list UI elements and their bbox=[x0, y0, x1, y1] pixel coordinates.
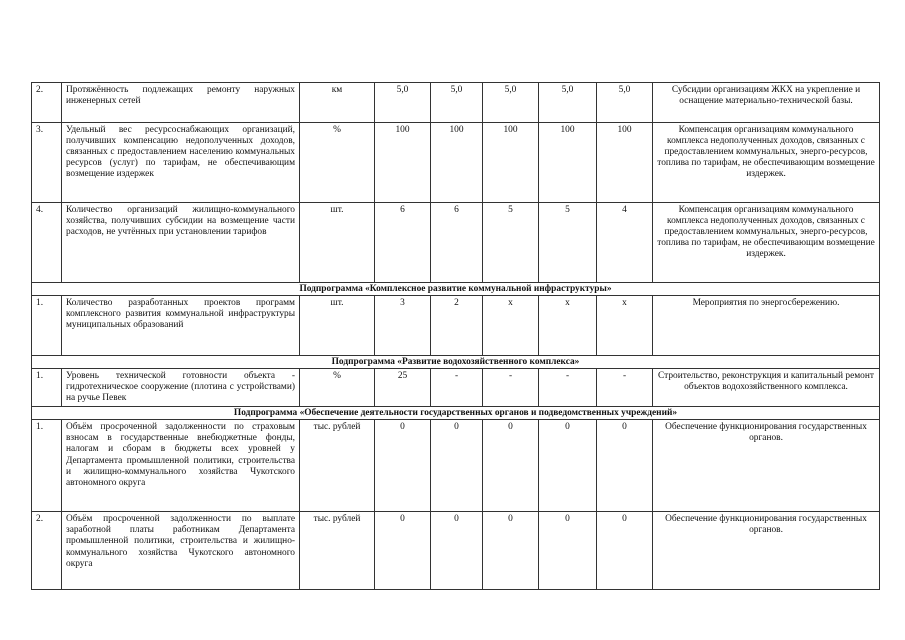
value-cell: 0 bbox=[597, 420, 653, 512]
value-cell: 0 bbox=[539, 420, 597, 512]
value-cell: 0 bbox=[597, 512, 653, 590]
value-cell: - bbox=[597, 369, 653, 407]
value-cell: х bbox=[597, 296, 653, 356]
value-cell: 100 bbox=[597, 123, 653, 203]
value-cell: 0 bbox=[431, 512, 483, 590]
value-cell: 0 bbox=[539, 512, 597, 590]
remark-cell: Мероприятия по энергосбережению. bbox=[653, 296, 880, 356]
row-number: 1. bbox=[32, 420, 62, 512]
value-cell: х bbox=[539, 296, 597, 356]
unit-cell: тыс. рублей bbox=[300, 420, 375, 512]
table-row bbox=[32, 83, 880, 123]
table-row bbox=[32, 296, 880, 356]
table-body bbox=[32, 83, 880, 590]
unit-cell: тыс. рублей bbox=[300, 512, 375, 590]
unit-cell: % bbox=[300, 369, 375, 407]
value-cell: х bbox=[483, 296, 539, 356]
subprogram-header-row bbox=[32, 283, 880, 296]
table-row bbox=[32, 512, 880, 590]
value-cell: 0 bbox=[483, 420, 539, 512]
value-cell: 0 bbox=[431, 420, 483, 512]
value-cell: - bbox=[483, 369, 539, 407]
table-row bbox=[32, 203, 880, 283]
value-cell: - bbox=[539, 369, 597, 407]
unit-cell: шт. bbox=[300, 203, 375, 283]
value-cell: 5,0 bbox=[375, 83, 431, 123]
row-number: 2. bbox=[32, 512, 62, 590]
table-row bbox=[32, 420, 880, 512]
row-number: 4. bbox=[32, 203, 62, 283]
indicator-name: Количество разработанных проектов программ комплексного развития коммунальной инфраструктуры муниципальных образований bbox=[62, 296, 300, 356]
indicator-name: Протяжённость подлежащих ремонту наружных инженерных сетей bbox=[62, 83, 300, 123]
value-cell: 100 bbox=[375, 123, 431, 203]
remark-cell: Строительство, реконструкция и капитальный ремонт объектов водохозяйственного комплекса. bbox=[653, 369, 880, 407]
remark-cell: Компенсация организациям коммунального комплекса недополученных доходов, связанных с предоставлением коммунальных, энерго-ресурсов, топлива по тарифам, не обеспечивающим возмещение издержек. bbox=[653, 203, 880, 283]
value-cell: 5,0 bbox=[431, 83, 483, 123]
table-row bbox=[32, 369, 880, 407]
value-cell: - bbox=[431, 369, 483, 407]
value-cell: 0 bbox=[483, 512, 539, 590]
table-row bbox=[32, 123, 880, 203]
subprogram-title: Подпрограмма «Обеспечение деятельности государственных органов и подведомственных учреждений» bbox=[32, 407, 880, 420]
indicator-name: Объём просроченной задолженности по страховым взносам в государственные внебюджетные фонды, налогам и сборам в бюджеты всех уровней у Департамента промышленной политики, строительства и жилищно-коммунального хозяйства Чукотского автономного округа bbox=[62, 420, 300, 512]
value-cell: 5 bbox=[483, 203, 539, 283]
subprogram-title: Подпрограмма «Комплексное развитие коммунальной инфраструктуры» bbox=[32, 283, 880, 296]
indicator-name: Объём просроченной задолженности по выплате заработной платы работникам Департамента промышленной политики, строительства и жилищно-коммунального хозяйства Чукотского автономного округа bbox=[62, 512, 300, 590]
indicator-name: Удельный вес ресурсоснабжающих организаций, получивших компенсацию недополученных доходов, связанных с предоставлением населению коммунальных ресурсов (услуг) по тарифам, не обеспечивающим возмещение издержек bbox=[62, 123, 300, 203]
subprogram-header-row bbox=[32, 407, 880, 420]
indicators-table bbox=[31, 82, 880, 590]
row-number: 1. bbox=[32, 296, 62, 356]
unit-cell: % bbox=[300, 123, 375, 203]
subprogram-title: Подпрограмма «Развитие водохозяйственного комплекса» bbox=[32, 356, 880, 369]
unit-cell: шт. bbox=[300, 296, 375, 356]
value-cell: 5,0 bbox=[539, 83, 597, 123]
row-number: 3. bbox=[32, 123, 62, 203]
value-cell: 2 bbox=[431, 296, 483, 356]
value-cell: 5,0 bbox=[597, 83, 653, 123]
indicator-name: Уровень технической готовности объекта - гидротехническое сооружение (плотина с устройствами) на ручье Певек bbox=[62, 369, 300, 407]
value-cell: 0 bbox=[375, 512, 431, 590]
value-cell: 100 bbox=[483, 123, 539, 203]
remark-cell: Компенсация организациям коммунального комплекса недополученных доходов, связанных с предоставлением коммунальных, энерго-ресурсов, топлива по тарифам, не обеспечивающим возмещение издержек. bbox=[653, 123, 880, 203]
subprogram-header-row bbox=[32, 356, 880, 369]
value-cell: 6 bbox=[431, 203, 483, 283]
row-number: 2. bbox=[32, 83, 62, 123]
value-cell: 100 bbox=[431, 123, 483, 203]
indicator-name: Количество организаций жилищно-коммунального хозяйства, получивших субсидии на возмещение части расходов, не учтённых при установлении тарифов bbox=[62, 203, 300, 283]
value-cell: 0 bbox=[375, 420, 431, 512]
value-cell: 5 bbox=[539, 203, 597, 283]
remark-cell: Обеспечение функционирования государственных органов. bbox=[653, 420, 880, 512]
value-cell: 100 bbox=[539, 123, 597, 203]
value-cell: 4 bbox=[597, 203, 653, 283]
value-cell: 3 bbox=[375, 296, 431, 356]
unit-cell: км bbox=[300, 83, 375, 123]
value-cell: 6 bbox=[375, 203, 431, 283]
value-cell: 25 bbox=[375, 369, 431, 407]
remark-cell: Обеспечение функционирования государственных органов. bbox=[653, 512, 880, 590]
value-cell: 5,0 bbox=[483, 83, 539, 123]
row-number: 1. bbox=[32, 369, 62, 407]
remark-cell: Субсидии организациям ЖКХ на укрепление и оснащение материально-технической базы. bbox=[653, 83, 880, 123]
